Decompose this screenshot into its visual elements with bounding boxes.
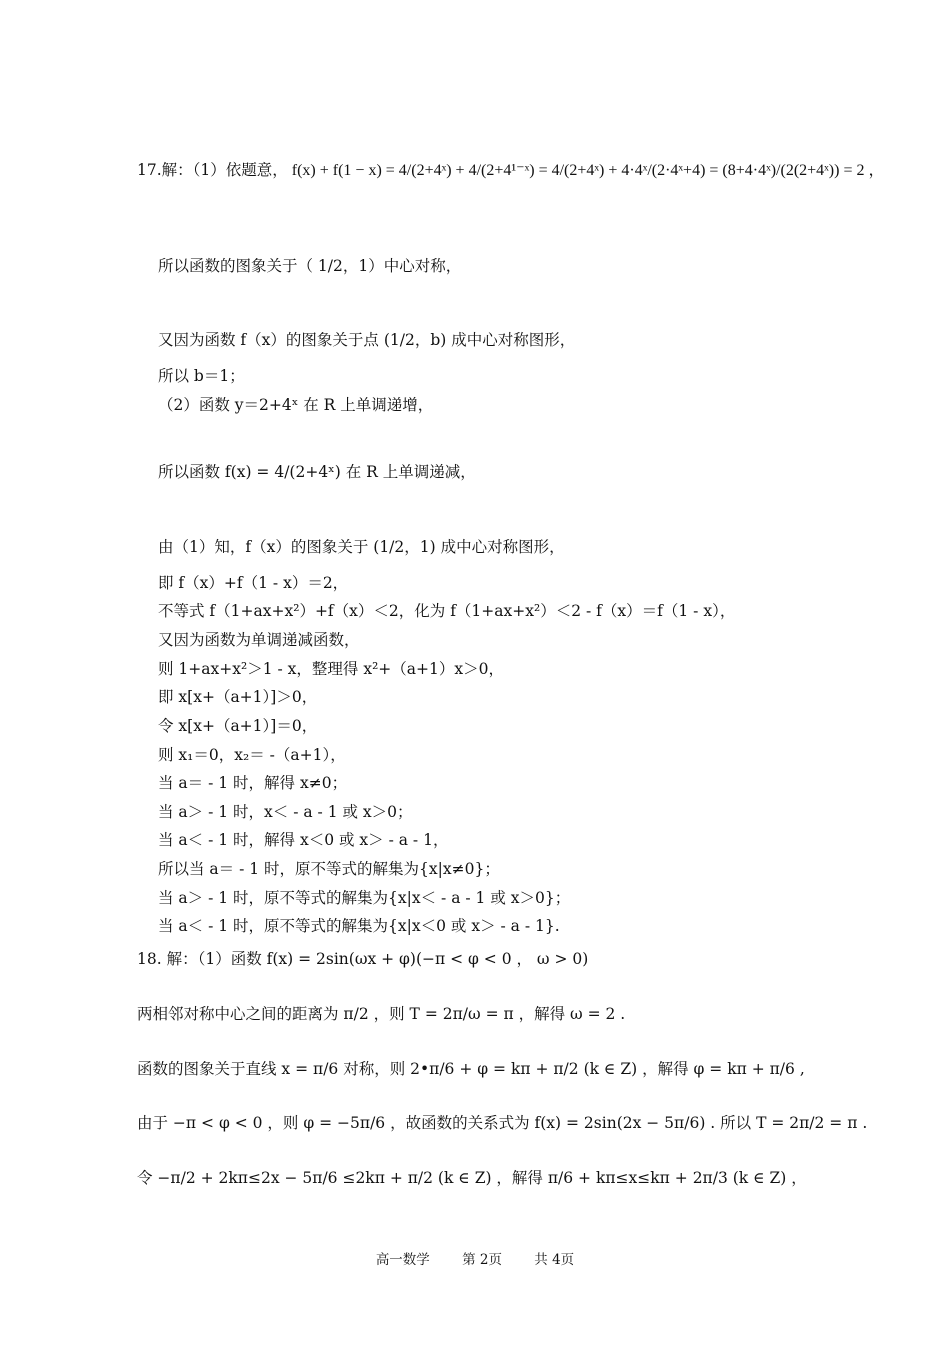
q18-line-3: 函数的图象关于直线 x = π/6 对称，则 2•π/6 + φ = kπ + π/2 (k ∈ Z) ，解得 φ = kπ + π/6 ,: [137, 1060, 805, 1078]
q17-intro-and-equation: [137, 160, 885, 181]
q17-line-4: 所以 b＝1；: [158, 367, 245, 385]
q17-eq1: f(x) + f(1 − x) = 4/(2+4ˣ) + 4/(2+4¹⁻ˣ) = 4/(2+4ˣ) + 4·4ˣ/(2·4ˣ+4) = (8+4·4ˣ)/(2(2+4ˣ)) = 2: [291, 162, 865, 179]
q17-line-10: 又因为函数为单调递减函数，: [158, 631, 360, 649]
page-footer: [0, 1248, 950, 1268]
q17-line-12: 即 x[x+（a+1）]＞0，: [158, 688, 318, 706]
q17-line-3: 又因为函数 f（x）的图象关于点 (1/2，b) 成中心对称图形，: [158, 331, 576, 349]
q18-line-5: 令 −π/2 + 2kπ≤2x − 5π/6 ≤2kπ + π/2 (k ∈ Z) ，解得 π/6 + kπ≤x≤kπ + 2π/3 (k ∈ Z) ，: [137, 1169, 807, 1187]
footer-subject: 高一数学: [375, 1252, 430, 1268]
q17-line-5: （2）函数 y＝2+4ˣ 在 R 上单调递增，: [158, 396, 434, 414]
q18-line-1: 18. 解：（1）函数 f(x) = 2sin(ωx + φ)(−π < φ < 0 ， ω > 0): [137, 950, 589, 968]
q17-line-19: 当 a＞ - 1 时，原不等式的解集为{x|x＜ - a - 1 或 x＞0}；: [158, 889, 571, 907]
q17-line-13: 令 x[x+（a+1）]＝0，: [158, 717, 318, 735]
footer-page: 第 2页: [462, 1252, 502, 1268]
q17-line-2: 所以函数的图象关于（ 1/2，1）中心对称，: [158, 257, 462, 275]
footer-total: 共 4页: [534, 1252, 575, 1268]
q17-line-16: 当 a＞ - 1 时，x＜ - a - 1 或 x＞0；: [158, 803, 413, 821]
q17-eq1-tail: ，: [868, 162, 885, 179]
q17-intro: 17.解：（1）依题意，: [137, 161, 288, 179]
q18-line-2: 两相邻对称中心之间的距离为 π/2 ，则 T = 2π/ω = π ，解得 ω = 2 .: [137, 1005, 626, 1023]
q17-line-9: 不等式 f（1+ax+x²）+f（x）＜2，化为 f（1+ax+x²）＜2 - f（x）＝f（1 - x），: [158, 602, 736, 620]
q17-line-7: 由（1）知，f（x）的图象关于 (1/2，1) 成中心对称图形，: [158, 538, 565, 556]
q17-line-18: 所以当 a＝ - 1 时，原不等式的解集为{x|x≠0}；: [158, 860, 500, 878]
q17-line-6: 所以函数 f(x) = 4/(2+4ˣ) 在 R 上单调递减，: [158, 463, 476, 481]
q17-line-11: 则 1+ax+x²＞1 - x，整理得 x²+（a+1）x＞0，: [158, 660, 504, 678]
q17-line-20: 当 a＜ - 1 时，原不等式的解集为{x|x＜0 或 x＞ - a - 1}.: [158, 917, 560, 935]
q18-line-4: 由于 −π < φ < 0 ，则 φ = −5π/6 ，故函数的关系式为 f(x) = 2sin(2x − 5π/6) . 所以 T = 2π/2 = π .: [137, 1114, 868, 1132]
q17-line-8: 即 f（x）+f（1 - x）＝2，: [158, 574, 349, 592]
q17-line-17: 当 a＜ - 1 时，解得 x＜0 或 x＞ - a - 1，: [158, 831, 449, 849]
q17-line-14: 则 x₁＝0，x₂＝ -（a+1），: [158, 746, 346, 764]
q17-line-15: 当 a＝ - 1 时，解得 x≠0；: [158, 774, 348, 792]
